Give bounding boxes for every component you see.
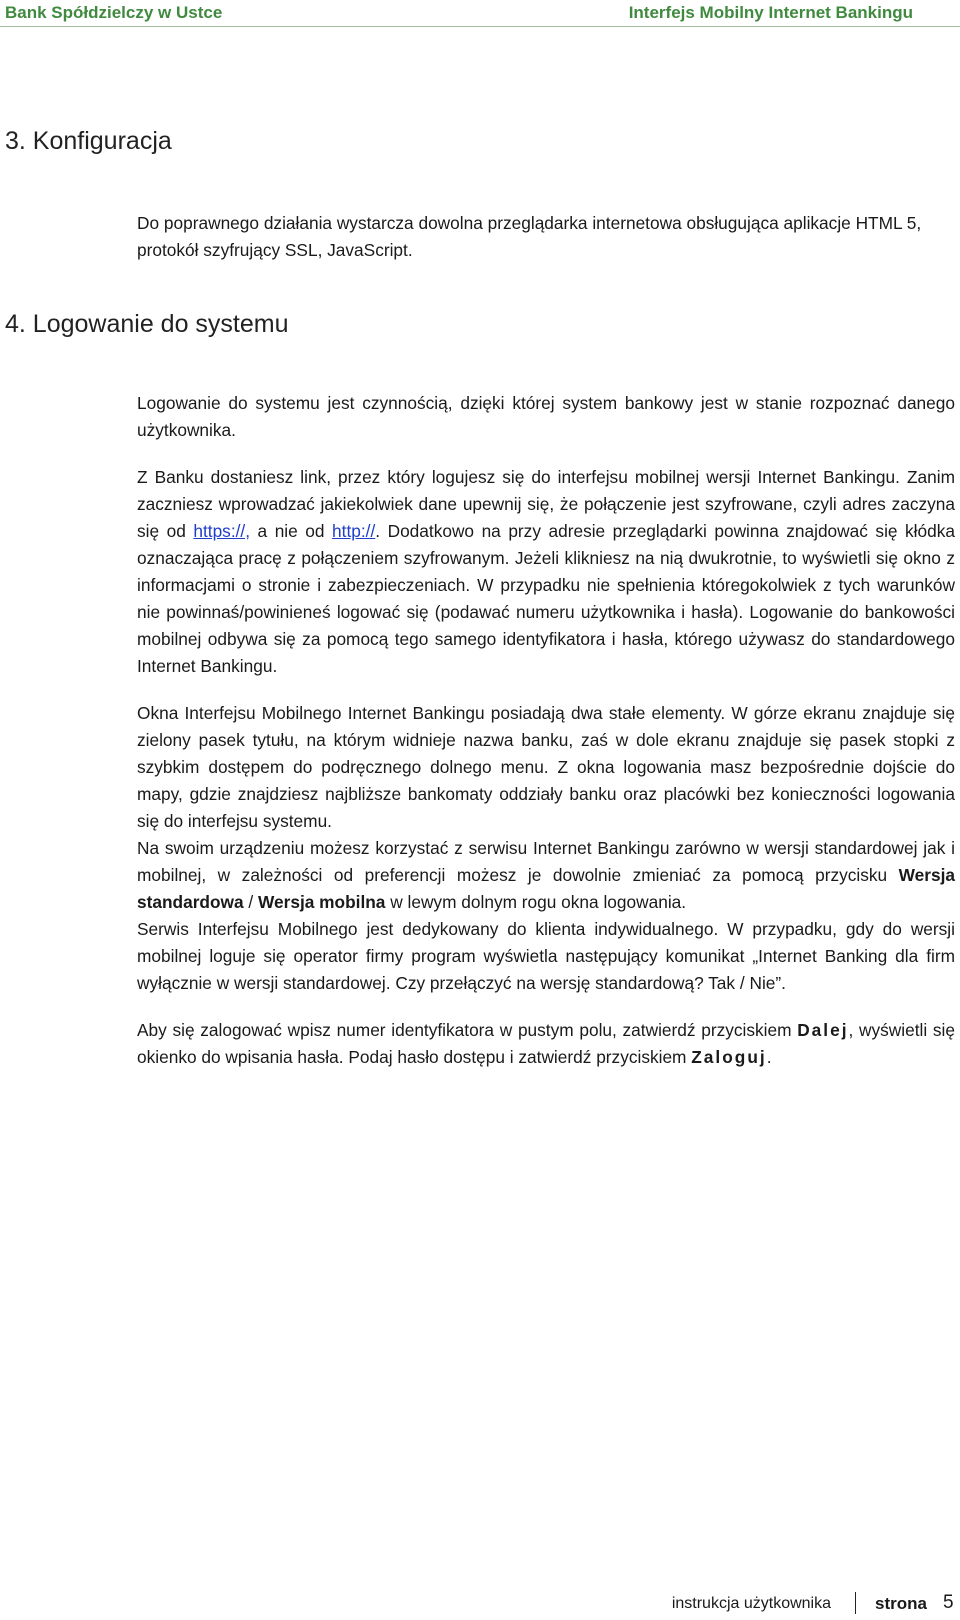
configuration-text-block [137, 210, 955, 264]
document-title: Interfejs Mobilny Internet Bankingu [628, 3, 913, 22]
interface-elements-paragraph: Okna Interfejsu Mobilnego Internet Bankingu posiadają dwa stałe elementy. W górze ekranu znajduje się zielony pasek tytułu, na którym widnieje nazwa banku, zaś w dole ekranu znajduje się pasek stopki z szybkim dostępem do podręcznego dolnego menu. Z okna logowania masz bezpośrednie dojście do mapy, gdzie znajdziesz najbliższe bankomaty oddziały banku oraz placówki bez konieczności logowania się do interfejsu systemu. [137, 703, 955, 831]
p1-text-b: a nie od [250, 521, 333, 541]
p5-text-b: , wyświetli się okienko do wpisania hasła. Podaj hasło dostępu i zatwierdź przyciskiem [137, 1020, 955, 1067]
section-title-login: 4. Logowanie do systemu [5, 310, 289, 338]
footer-divider [855, 1592, 856, 1614]
footer-label: instrukcja użytkownika [671, 1595, 831, 1612]
p5-text-a: Aby się zalogować wpisz numer identyfikatora w pustym polu, zatwierdź przyciskiem [137, 1020, 798, 1040]
http-link[interactable]: http:// [332, 521, 376, 541]
standard-version-label: Wersja standardowa [137, 865, 955, 912]
p5-text-c: . [766, 1047, 772, 1067]
mobile-version-label: Wersja mobilna [258, 892, 386, 912]
p1-text-c: . Dodatkowo na przy adresie przeglądarki powinna znajdować się kłódka oznaczająca pracę z połączeniem szyfrowanym. Jeżeli klikniesz na nią dwukrotnie, to wyświetli się okno z informacjami o stronie i zabezpieczeniach. W przypadku nie spełnienia któregokolwiek z tych warunków nie powinnaś/powinieneś logować się (podawać numeru użytkownika i hasła). Logowanie do bankowości mobilnej odbywa się za pomocą tego samego identyfikatora i hasła, którego używasz do standardowego Internet Bankingu. [137, 521, 955, 676]
login-instructions-paragraph [137, 1017, 955, 1071]
login-link-paragraph [137, 464, 955, 680]
version-switch-paragraph [137, 835, 955, 916]
login-button-label: Zaloguj [691, 1047, 767, 1067]
footer-page-number: 5 [943, 1592, 954, 1613]
p3-text-c: w lewym dolnym rogu okna logowania. [385, 892, 687, 912]
login-intro-paragraph: Logowanie do systemu jest czynnością, dzięki której system bankowy jest w stanie rozpoznać danego użytkownika. [137, 393, 955, 440]
bank-name: Bank Spółdzielczy w Ustce [5, 3, 223, 22]
next-button-label: Dalej [797, 1020, 849, 1040]
p3-text-a: Na swoim urządzeniu możesz korzystać z serwisu Internet Bankingu zarówno w wersji standardowej jak i mobilnej, w zależności od preferencji możesz je dowolnie zmieniać za pomocą przycisku [137, 838, 955, 885]
footer-page-label: strona [875, 1594, 927, 1613]
p1-text-a: Z Banku dostaniesz link, przez który logujesz się do interfejsu mobilnej wersji Internet Bankingu. Zanim zaczniesz wprowadzać jakiekolwiek dane upewnij się, że połączenie jest szyfrowane, czyli adres zaczyna się od [137, 467, 955, 541]
p3-separator: / [243, 892, 258, 912]
company-operator-paragraph: Serwis Interfejsu Mobilnego jest dedykowany do klienta indywidualnego. W przypadku, gdy do wersji mobilnej loguje się operator firmy program wyświetla następujący komunikat „Internet Banking dla firm wyłącznie w wersji standardowej. Czy przełączyć na wersję standardową? Tak / Nie”. [137, 919, 955, 993]
section-title-configuration: 3. Konfiguracja [5, 127, 172, 155]
configuration-paragraph: Do poprawnego działania wystarcza dowolna przeglądarka internetowa obsługująca aplikacje HTML 5, protokół szyfrujący SSL, JavaScript. [137, 213, 922, 260]
https-link[interactable]: https://, [193, 521, 251, 541]
page-footer [0, 1590, 960, 1620]
login-text-block [137, 390, 955, 1071]
page-header [0, 0, 960, 27]
